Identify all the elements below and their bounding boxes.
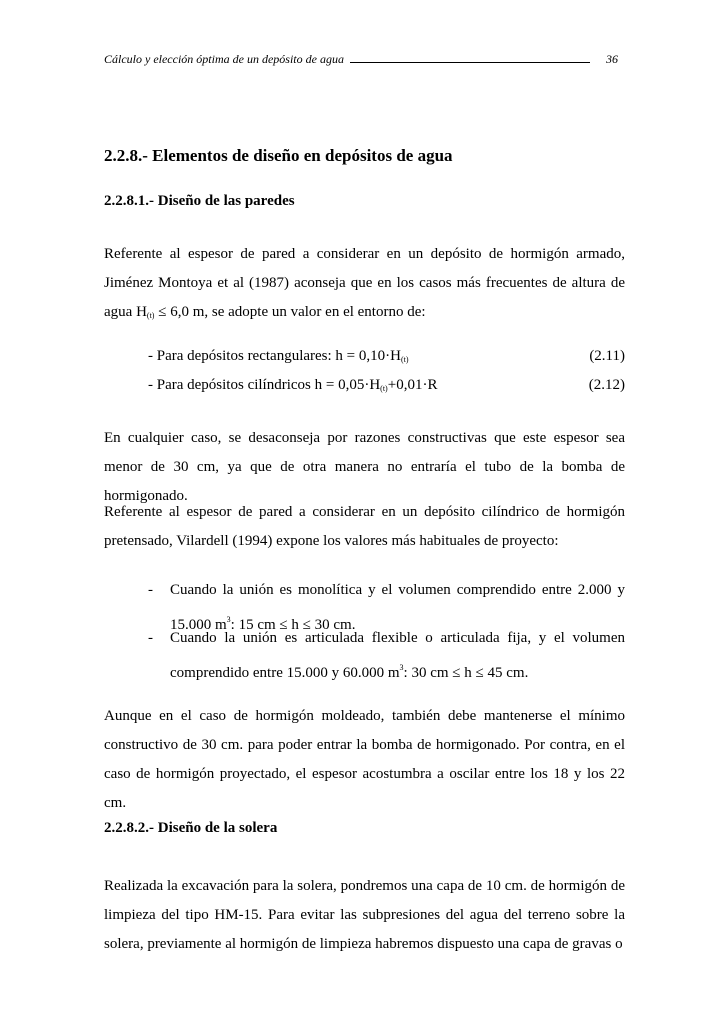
bullet2-text-b: : 30 cm ≤ h ≤ 45 cm. [403,665,529,681]
bullet2-superscript: 3 [399,663,404,672]
formula-cylindrical [148,377,625,394]
paragraph-min-thickness: En cualquier caso, se desaconseja por razones constructivas que este espesor sea menor de 30 cm, ya que de otra manera no entraría el tubo de la bomba de hormigonado. [104,430,625,504]
paragraph-prestressed: Referente al espesor de pared a considerar en un depósito cilíndrico de hormigón pretensado, Vilardell (1994) expone los valores más habituales de proyecto: [104,504,625,549]
formula-cylindrical-text-b: +0,01·R [387,377,438,393]
subsection-heading-walls: 2.2.8.1.- Diseño de las paredes [104,193,295,209]
formula-rectangular [148,348,625,365]
bullet-articulated [148,624,625,688]
bullet1-superscript: 3 [226,615,231,624]
running-title: Cálculo y elección óptima de un depósito de agua [104,52,344,66]
subsection-heading-slab: 2.2.8.2.- Diseño de la solera [104,820,278,836]
running-header [104,52,624,67]
header-rule [350,53,590,63]
paragraph-molded-concrete: Aunque en el caso de hormigón moldeado, también debe mantenerse el mínimo constructivo de 30 cm. para poder entrar la bomba de hormigonado. Por contra, en el caso de hormigón proyectado, el espesor acostumbra a oscilar entre los 18 y los 22 cm. [104,708,625,811]
paragraph-walls-intro [104,240,625,330]
bullet2-text-a: Cuando la unión es articulada flexible o articulada fija, y el volumen comprendido entre 15.000 y 60.000 m [170,630,625,681]
formula-cylindrical-subscript: (t) [380,384,388,393]
intro-text-a: Referente al espesor de pared a considerar en un depósito de hormigón armado, Jiménez Montoya et al (1987) aconseja que en los casos más frecuentes de altura de agua H [104,246,625,320]
bullet1-text-b: : 15 cm ≤ h ≤ 30 cm. [230,617,356,633]
formula-cylindrical-expr [148,377,437,394]
bullet-articulated-text [170,624,625,688]
formula-rectangular-expr [148,348,409,365]
formula-rectangular-subscript: (t) [400,355,409,364]
equation-number-2-12: (2.12) [588,377,625,393]
paragraph-slab: Realizada la excavación para la solera, pondremos una capa de 10 cm. de hormigón de limpieza del tipo HM-15. Para evitar las subpresiones del agua del terreno sobre la solera, previamente al hormigón de limpieza habremos dispuesto una capa de gravas o [104,878,625,952]
bullet-dash: - [148,630,153,646]
equation-number-2-11: (2.11) [589,348,625,364]
bullet-dash: - [148,582,153,598]
intro-text-b: ≤ 6,0 m, se adopte un valor en el entorno de: [154,304,426,320]
formula-cylindrical-text-a: - Para depósitos cilíndricos h = 0,05·H [148,377,381,393]
bullet1-text-a: Cuando la unión es monolítica y el volumen comprendido entre 2.000 y 15.000 m [170,582,625,633]
formula-rectangular-text: - Para depósitos rectangulares: h = 0,10·H [148,348,401,364]
section-heading: 2.2.8.- Elementos de diseño en depósitos de agua [104,146,453,165]
page-number: 36 [605,52,618,66]
intro-subscript: (t) [146,311,155,320]
